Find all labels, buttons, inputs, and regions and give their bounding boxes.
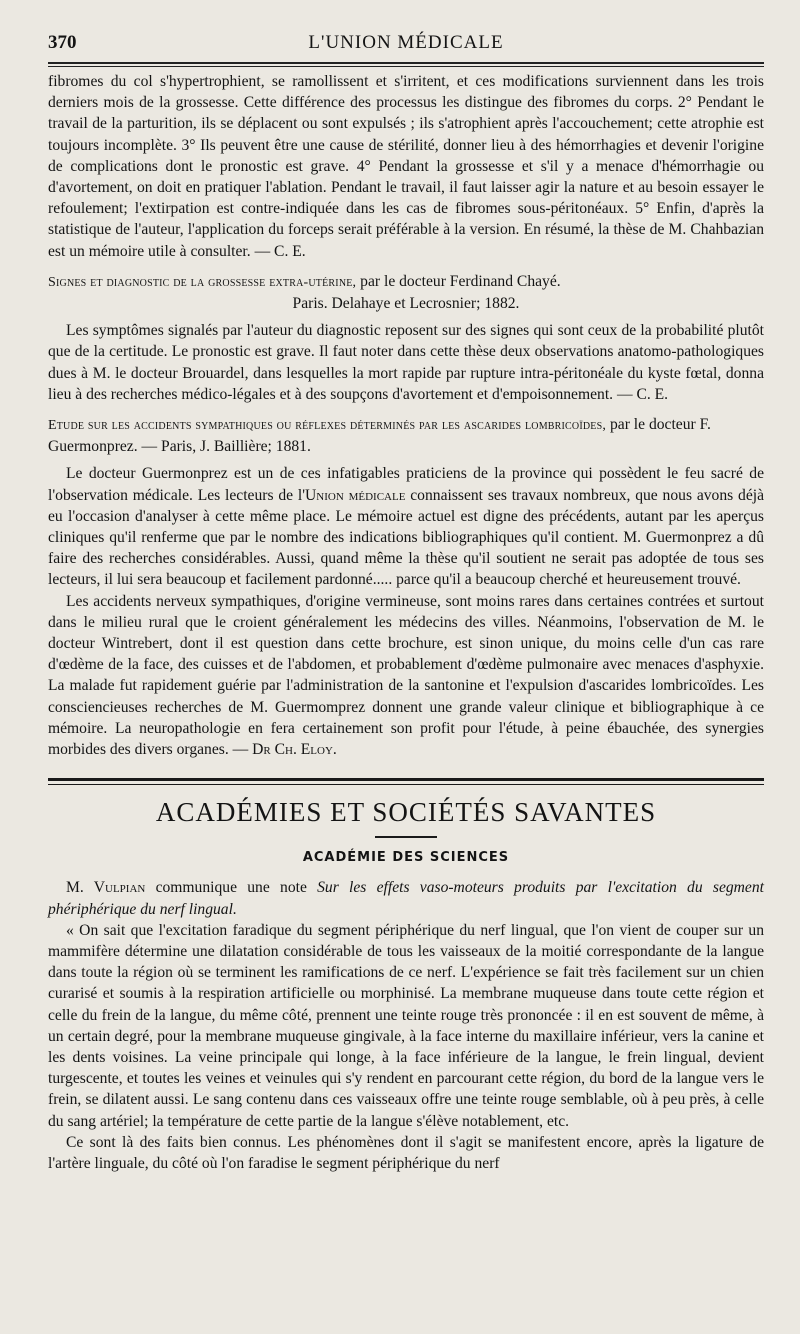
note-title: Sur les effets vaso-moteurs produits par l'excitation du segment phériphérique du nerf lingual. [48,879,764,918]
review-ascarides [48,463,764,760]
note-intro [48,877,764,919]
page-header [48,28,764,56]
note-speaker: M. Vulpian [66,879,146,897]
review-signature: — Dr Ch. Eloy. [232,741,337,759]
bib-author-grossesse: par le docteur Ferdinand Chayé. [360,272,561,290]
header-rule [48,62,764,67]
running-title: L'UNION MÉDICALE [308,32,504,53]
journal-name: Union médicale [305,486,406,504]
note-verb: communique une note [145,879,318,897]
paragraph-1-end: connaissent ses travaux nombreux, que nous avons déjà eu l'occasion d'analyser à cette même place. Le mémoire actuel est digne des précédents, autant par les aperçus cliniques qu'il renferme que par le nombre des indications bibliographiques qu'il contient. M. Guermonprez a dû faire des recherches considérables. Aussi, quand même la thèse qu'il soutient ne serait pas adoptée de tous ses lecteurs, il lui sera beaucoup et facilement pardonné..... parce qu'il a beaucoup cherché et heureusement trouvé. [48,486,764,589]
review-ascarides-paragraph-2 [48,591,764,761]
review-grossesse [48,320,764,405]
bib-title-ascarides: Etude sur les accidents sympathiques ou réflexes déterminés par les ascarides lombricoïdes, [48,418,607,434]
review-fibromes-paragraph: fibromes du col s'hypertrophient, se ramollissent et s'irritent, et ces modifications surviennent dans les trois derniers mois de la grossesse. Cette différence des processus les distingue des fibromes du corps. 2° Pendant le travail de la parturition, ils se déplacent ou sont expulsés ; ils s'atrophient après l'accouchement; cette atrophie est toujours incomplète. 3° Ils peuvent être une cause de stérilité, donner lieu à des hémorrhagies et devenir l'origine de complications dont le pronostic est grave. 4° Pendant la grossesse et s'il y a menace d'hémorrhagie ou d'avortement, on doit en pratiquer l'ablation. Pendant le travail, il faut laisser agir la nature et au besoin essayer le refoulement; l'extirpation est contre-indiquée dans les cas de fibromes sous-péritonéaux. 5° Enfin, d'après la statistique de l'auteur, l'application du forceps serait préférable à la version. En résumé, la thèse de M. Chahbazian est un mémoire utile à consulter. — C. E. [48,73,764,260]
section-subtitle: ACADÉMIE DES SCIENCES [302,850,510,866]
section-separator [48,778,764,781]
bib-publisher-grossesse: Paris. Delahaye et Lecrosnier; 1882. [292,295,520,313]
paragraph-2-text: Les accidents nerveux sympathiques, d'origine vermineuse, sont moins rares dans certaines contrées et surtout dans le milieu rural que le croient généralement les médecins des villes. Néanmoins, l'observation de M. le docteur Wintrebert, dont il est question dans cette brochure, est sinon unique, du moins celle d'un cas rare d'œdème de la face, des cuisses et de l'abdomen, et probablement d'œdème pulmonaire avec menaces d'asphyxie. La malade fut rapidement guérie par l'administration de la santonine et l'expulsion d'ascarides lombricoïdes. Les consciencieuses recherches de M. Guermomprez donnent une grande valeur clinique et bibliographique à ce mémoire. La neuropathologie en fera certainement son profit pour l'étude, à peine ébauchée, des synergies morbides des divers organes. [48,592,764,759]
review-ascarides-paragraph-1 [48,463,764,590]
academie-note [48,877,764,1174]
paragraph-1-start: Le docteur Guermonprez est un de ces infatigables praticiens de la province qui possèdent le feu sacré de l'observation médicale. Les lecteurs de l' [48,465,764,504]
section-separator-thin [48,784,764,785]
review-fibromes [48,71,764,262]
review-grossesse-paragraph: Les symptômes signalés par l'auteur du diagnostic reposent sur des signes qui sont ceux de la probabilité plutôt que de la certitude. Le pronostic est grave. Il faut noter dans cette thèse deux observations anatomo-pathologiques dues à M. le docteur Brouardel, dans lesquelles la mort rapide par rupture intra-péritonéale du kyste fœtal, donna lieu à des recherches médico-légales et à des soupçons d'avortement et d'empoisonnement. — C. E. [48,322,764,403]
section-title: ACADÉMIES ET SOCIÉTÉS SAVANTES [155,797,657,828]
section-short-rule [375,836,437,838]
note-paragraph-1: « On sait que l'excitation faradique du segment périphérique du nerf lingual, que l'on vient de couper sur un mammifère détermine une dilatation considérable de tous les vaisseaux de la moitié correspondante de la langue dans toute la région où se terminent les ramifications de ce nerf. L'expérience se fait très facilement sur un chien curarisé et soumis à la respiration artificielle ou morphinisé. La membrane muqueuse dans toute cette région et celle du frein de la langue, du même côté, prennent une teinte rouge très prononcée : il en est souvent de même, à un certain degré, pour la membrane muqueuse gingivale, à la face interne du maxillaire inférieur, vers la canine et les dents voisines. La veine principale qui longe, à la face inférieure de la langue, le frein lingual, devient turgescente, et toutes les veines et veinules qui s'y rendent en parcourant cette région, du bord de la langue vers le frein, se dilatent aussi. Le sang contenu dans ces vaisseaux offre une teinte rouge semblable, où à peu près, à celle du sang artériel; la température de cette partie de la langue s'élève notablement, etc. [48,921,764,1130]
bib-title-grossesse: Signes et diagnostic de la grossesse extra-utérine, [48,274,357,290]
bib-entry-grossesse [48,271,764,314]
bib-entry-ascarides [48,414,764,457]
note-paragraph-2: Ce sont là des faits bien connus. Les phénomènes dont il s'agit se manifestent encore, après la ligature de l'artère linguale, du côté où l'on faradise le segment périphérique du nerf [48,1133,764,1172]
bib-author-ascarides: par le docteur F. Guermonprez. — Paris, J. Baillière; 1881. [48,416,711,456]
page-number: 370 [48,32,77,53]
